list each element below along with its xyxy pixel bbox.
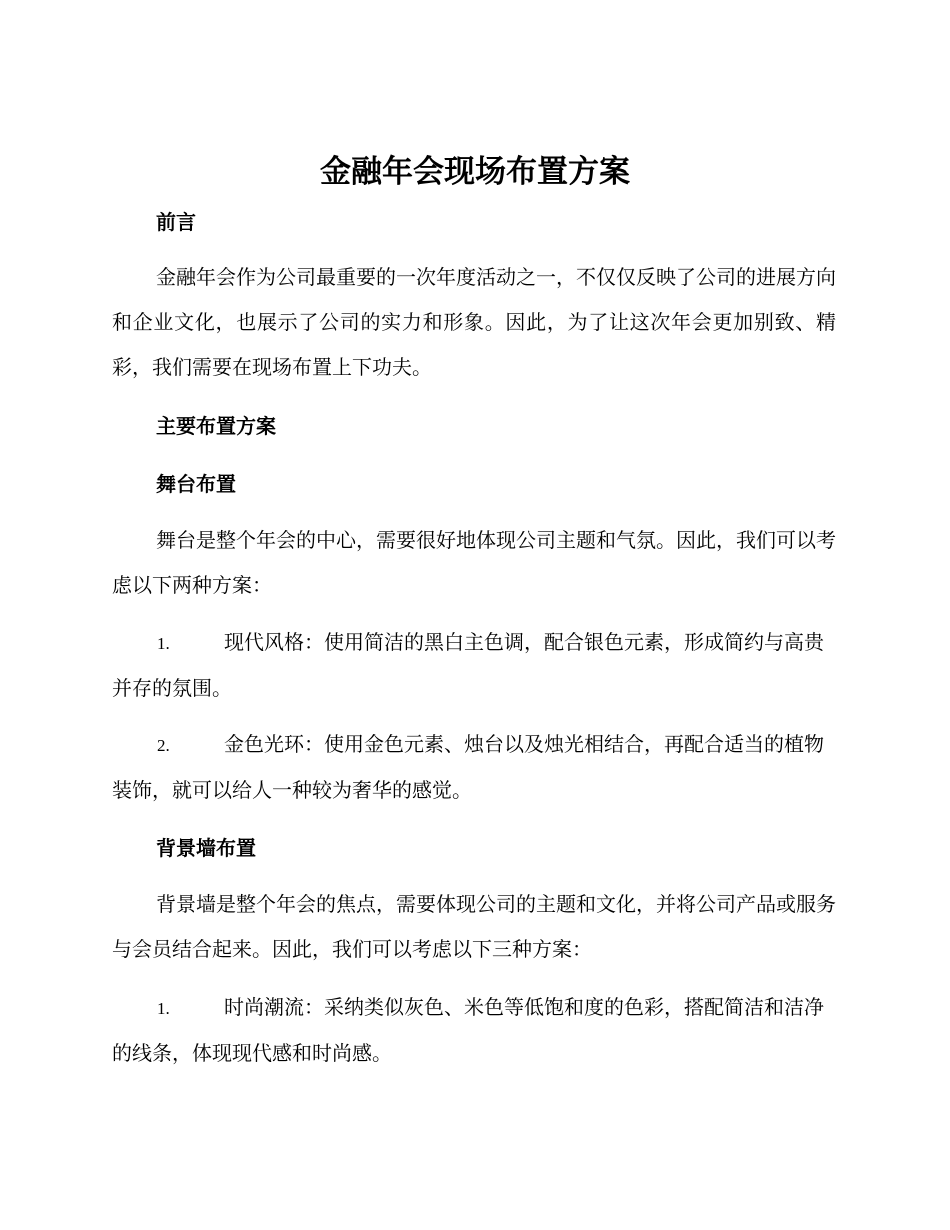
- preface-heading: 前言: [156, 210, 196, 234]
- backdrop-paragraph: 背景墙是整个年会的焦点，需要体现公司的主题和文化，并将公司产品或服务与会员结合起来。因此，我们可以考虑以下三种方案：: [112, 892, 836, 961]
- main-plan-heading: 主要布置方案: [156, 414, 276, 438]
- document-title: 金融年会现场布置方案: [320, 154, 630, 190]
- list-number: 2.: [157, 736, 170, 755]
- list-number: 1.: [157, 634, 170, 653]
- stage-list-item: [112, 620, 836, 711]
- stage-list-item: [112, 722, 836, 813]
- preface-paragraph: 金融年会作为公司最重要的一次年度活动之一，不仅仅反映了公司的进展方向和企业文化，也展示了公司的实力和形象。因此，为了让这次年会更加别致、精彩，我们需要在现场布置上下功夫。: [112, 265, 836, 379]
- list-number: 1.: [157, 999, 170, 1018]
- list-item-text: 现代风格：使用简洁的黑白主色调，配合银色元素，形成简约与高贵并存的氛围。: [112, 630, 824, 700]
- list-item-text: 金色光环：使用金色元素、烛台以及烛光相结合，再配合适当的植物装饰，就可以给人一种较为奢华的感觉。: [112, 732, 824, 802]
- list-item-text: 时尚潮流：采纳类似灰色、米色等低饱和度的色彩，搭配简洁和洁净的线条，体现现代感和时尚感。: [112, 995, 824, 1065]
- backdrop-list-item: [112, 985, 836, 1076]
- stage-heading: 舞台布置: [156, 472, 236, 496]
- stage-paragraph: 舞台是整个年会的中心，需要很好地体现公司主题和气氛。因此，我们可以考虑以下两种方案：: [112, 528, 836, 597]
- backdrop-heading: 背景墙布置: [156, 836, 256, 860]
